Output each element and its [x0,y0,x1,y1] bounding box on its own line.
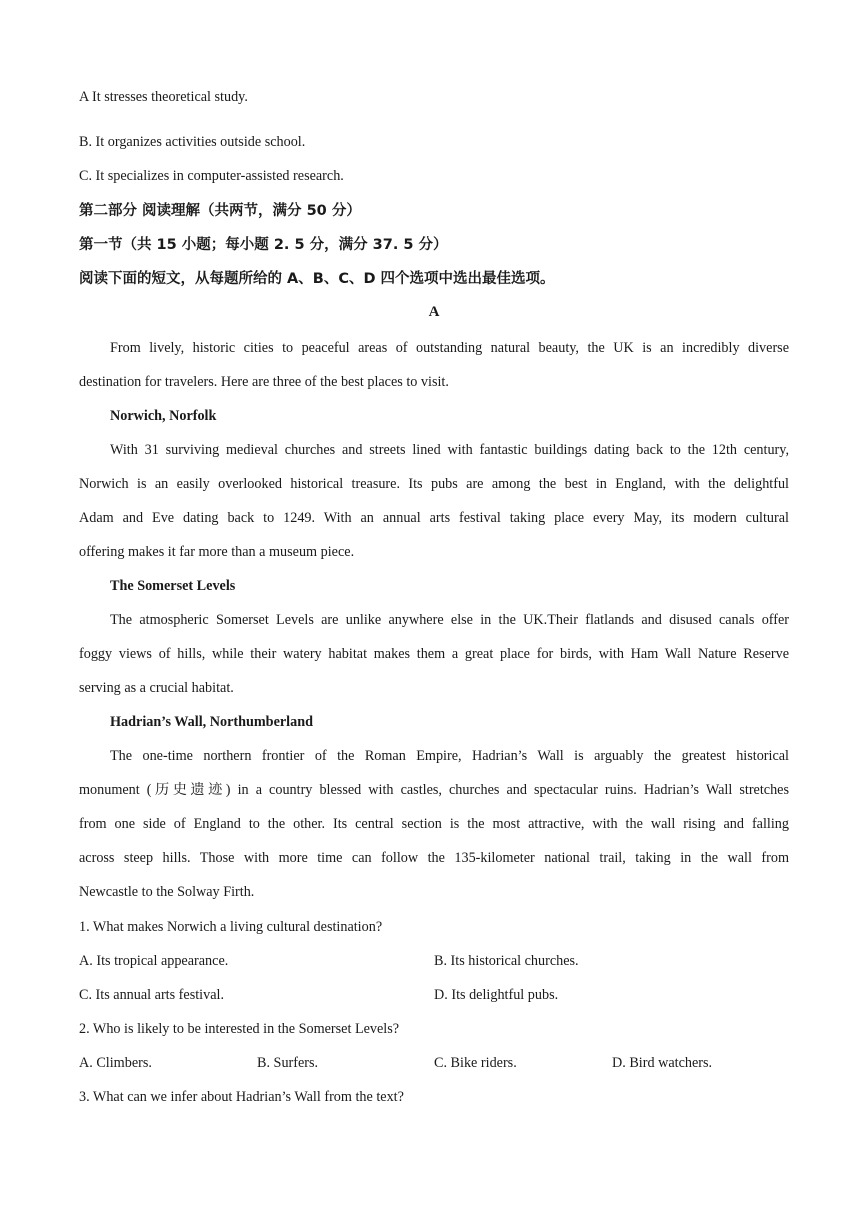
section-title: Hadrian’s Wall, Northumberland [110,714,313,730]
text-line: The atmospheric Somerset Levels are unlike anywhere else in the UK.Their flatlands and disused canals offer [110,612,789,628]
text-line: From lively, historic cities to peaceful areas of outstanding natural beauty, the UK is an incredibly diverse [110,340,789,356]
text-line: Norwich is an easily overlooked historical treasure. Its pubs are among the best in England, with the delightful [79,476,789,492]
text-line: With 31 surviving medieval churches and streets lined with fantastic buildings dating back to the 12th century, [110,442,789,458]
option-d: D. Bird watchers. [612,1055,713,1071]
section-title: The Somerset Levels [110,578,236,594]
question-stem: 2. Who is likely to be interested in the Somerset Levels? [79,1021,400,1037]
text-line: monument (历史遗迹) in a country blessed with castles, churches and spectacular ruins. Hadrian’s Wall stretches [79,782,789,798]
text-line: serving as a crucial habitat. [79,680,234,696]
text-line: foggy views of hills, while their watery habitat makes them a great place for birds, with Ham Wall Nature Reserve [79,646,789,662]
option-a: A It stresses theoretical study. [79,89,248,105]
option-c: C. It specializes in computer-assisted research. [79,168,344,184]
question-stem: 1. What makes Norwich a living cultural destination? [79,919,383,935]
text-line: offering makes it far more than a museum piece. [79,544,355,560]
passage-label: A [428,304,440,320]
question-stem: 3. What can we infer about Hadrian’s Wall from the text? [79,1089,404,1105]
option-c: C. Its annual arts festival. [79,987,224,1003]
text-line: Adam and Eve dating back to 1249. With an annual arts festival taking place every May, its modern cultural [79,510,789,526]
instruction: 阅读下面的短文，从每题所给的 A、B、C、D 四个选项中选出最佳选项。 [79,271,555,287]
text-line: Newcastle to the Solway Firth. [79,884,255,900]
section-heading: 第二部分 阅读理解（共两节，满分 50 分） [79,203,361,219]
option-b: B. Its historical churches. [434,953,579,969]
option-a: A. Its tropical appearance. [79,953,229,969]
option-b: B. Surfers. [257,1055,319,1071]
subsection-heading: 第一节（共 15 小题；每小题 2. 5 分，满分 37. 5 分） [79,237,448,253]
text-line: across steep hills. Those with more time can follow the 135-kilometer national trail, taking in the wall from [79,850,789,866]
option-c: C. Bike riders. [434,1055,517,1071]
section-title: Norwich, Norfolk [110,408,217,424]
text-line: destination for travelers. Here are three of the best places to visit. [79,374,449,390]
text-line: from one side of England to the other. Its central section is the most attractive, with the wall rising and falling [79,816,789,832]
option-b: B. It organizes activities outside school. [79,134,306,150]
option-a: A. Climbers. [79,1055,152,1071]
text-line: The one-time northern frontier of the Roman Empire, Hadrian’s Wall is arguably the greatest historical [110,748,789,764]
option-d: D. Its delightful pubs. [434,987,559,1003]
